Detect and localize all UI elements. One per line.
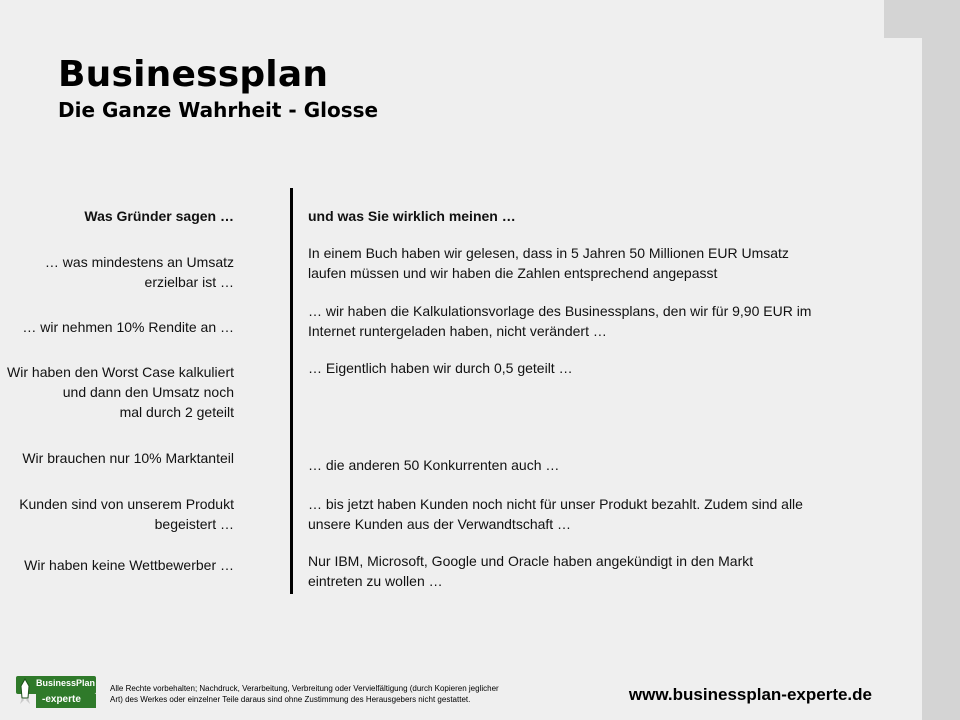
statement-5: Kunden sind von unserem Produkt begeistert … [19,496,234,532]
slide-title: Businessplan [58,54,329,95]
statement-2: … wir nehmen 10% Rendite an … [22,319,234,335]
meaning-4: … die anderen 50 Konkurrenten auch … [308,457,560,473]
statement-3: Wir haben den Worst Case kalkuliert und dann den Umsatz noch mal durch 2 geteilt [7,364,234,420]
left-column-header: Was Gründer sagen … [84,208,234,224]
slide-corner-cutout [884,0,960,38]
website-url: www.businessplan-experte.de [628,685,872,704]
column-divider [290,188,293,594]
meaning-5: … bis jetzt haben Kunden noch nicht für unser Produkt bezahlt. Zudem sind alle unsere Kunden aus der Verwandtschaft … [308,496,803,532]
statement-1: … was mindestens an Umsatz erzielbar ist … [44,254,234,290]
logo-line1: BusinessPlan [36,678,96,688]
copyright-notice: Alle Rechte vorbehalten; Nachdruck, Verarbeitung, Verbreitung oder Vervielfältigung (durch Kopieren jeglicher Art) des Werkes oder einzelner Teile daraus sind ohne Zustimmung des Herausgebers nicht gestattet. [110,684,499,704]
meaning-1: In einem Buch haben wir gelesen, dass in 5 Jahren 50 Millionen EUR Umsatz laufen müssen und wir haben die Zahlen entsprechend angepasst [308,245,789,281]
logo-line2: -experte [42,694,81,705]
rocket-icon [18,678,32,706]
statement-4: Wir brauchen nur 10% Marktanteil [22,450,234,466]
meaning-3: … Eigentlich haben wir durch 0,5 geteilt … [308,360,573,376]
meaning-2: … wir haben die Kalkulationsvorlage des Businessplans, den wir für 9,90 EUR im Internet runtergeladen haben, nicht verändert … [308,303,812,339]
meaning-6: Nur IBM, Microsoft, Google und Oracle haben angekündigt in den Markt eintreten zu wollen … [308,553,754,589]
slide-subtitle: Die Ganze Wahrheit - Glosse [58,98,379,122]
statement-6: Wir haben keine Wettbewerber … [24,557,234,573]
logo-bottom-bar [36,694,96,708]
businessplan-experte-logo [16,676,96,710]
right-column-header: und was Sie wirklich meinen … [308,208,516,224]
